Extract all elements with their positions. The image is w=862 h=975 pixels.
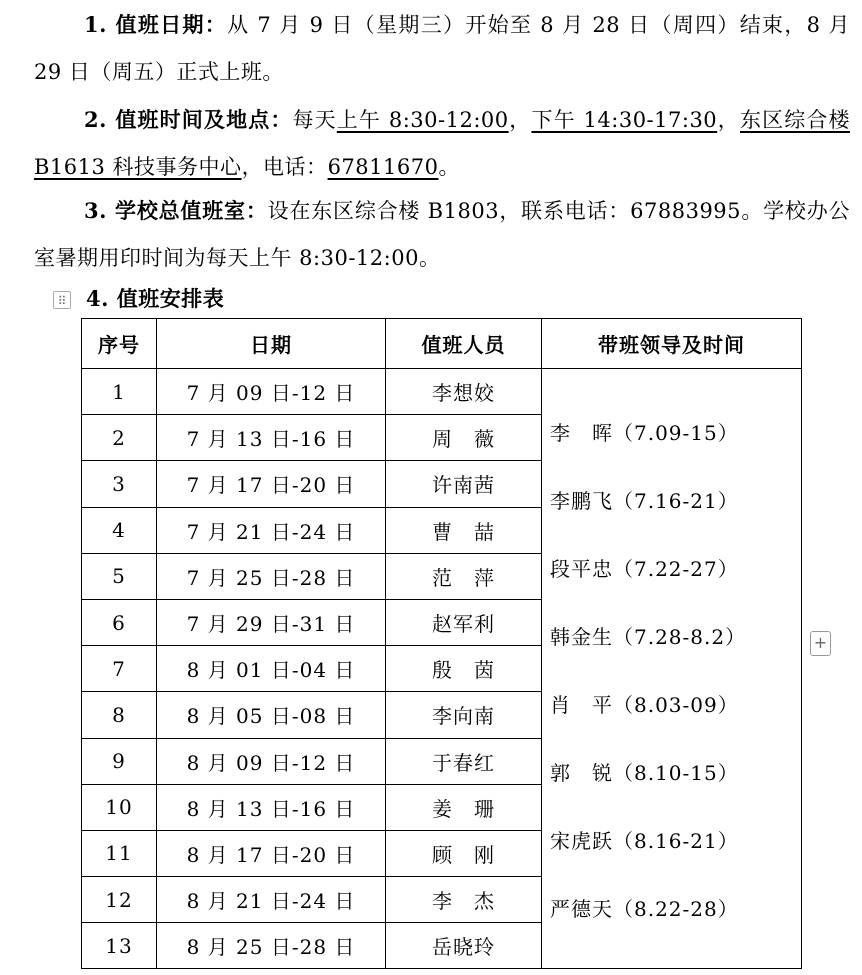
- cell-date: 8 月 13 日-16 日: [157, 784, 386, 830]
- header-no: 序号: [82, 319, 157, 369]
- cell-date: 7 月 25 日-28 日: [157, 553, 386, 599]
- duty-time-prefix: 每天: [292, 108, 337, 132]
- cell-staff: 李向南: [386, 692, 542, 738]
- move-handle-icon[interactable]: ⠿: [53, 291, 71, 309]
- main-duty-office-label: 3. 学校总值班室：: [84, 198, 268, 223]
- morning-hours: 上午 8:30-12:00: [336, 108, 509, 132]
- table-title: 4. 值班安排表: [86, 286, 225, 311]
- duty-dates-text: 从 7 月 9 日（星期三）开始至 8 月 28 日（周四）结束，8 月 29 日（周五）正式上班。: [34, 13, 850, 84]
- cell-no: 6: [82, 599, 157, 645]
- main-duty-office-text: 设在东区综合楼 B1803，联系电话：67883995。学校办公室暑期用印时间为每天上午 8:30-12:00。: [34, 199, 851, 270]
- cell-staff: 于春红: [386, 738, 542, 784]
- cell-date: 8 月 01 日-04 日: [157, 646, 386, 692]
- paragraph-duty-dates: [34, 1, 850, 96]
- cell-staff: 李 杰: [386, 877, 542, 923]
- leader-entry: 李鹏飞（7.16-21）: [550, 489, 739, 513]
- cell-date: 8 月 25 日-28 日: [157, 923, 386, 969]
- cell-staff: 曹 喆: [386, 507, 542, 553]
- cell-date: 8 月 09 日-12 日: [157, 738, 386, 784]
- cell-no: 7: [82, 646, 157, 692]
- duty-schedule-table: [81, 318, 802, 969]
- cell-staff: 赵军利: [386, 599, 542, 645]
- cell-date: 8 月 17 日-20 日: [157, 830, 386, 876]
- cell-no: 9: [82, 738, 157, 784]
- duty-place: 东区综合楼 B1613 科技事务中心: [34, 108, 851, 179]
- cell-staff: 姜 珊: [386, 784, 542, 830]
- cell-staff: 李想姣: [386, 369, 542, 415]
- cell-no: 11: [82, 830, 157, 876]
- table-header-row: [82, 319, 802, 369]
- cell-staff: 顾 刚: [386, 830, 542, 876]
- duty-time-label: 2. 值班时间及地点：: [84, 107, 293, 132]
- cell-date: 7 月 09 日-12 日: [157, 369, 386, 415]
- leader-entry: 李 晖（7.09-15）: [550, 421, 739, 445]
- header-date: 日期: [157, 319, 386, 369]
- afternoon-hours: 下午 14:30-17:30: [531, 108, 718, 132]
- cell-staff: 殷 茵: [386, 646, 542, 692]
- cell-staff: 范 萍: [386, 553, 542, 599]
- cell-no: 4: [82, 507, 157, 553]
- cell-no: 12: [82, 877, 157, 923]
- leader-entry: 肖 平（8.03-09）: [550, 693, 739, 717]
- cell-date: 8 月 21 日-24 日: [157, 877, 386, 923]
- duty-dates-label: 1. 值班日期：: [84, 12, 228, 37]
- cell-staff: 许南茜: [386, 461, 542, 507]
- cell-date: 8 月 05 日-08 日: [157, 692, 386, 738]
- plus-icon[interactable]: +: [810, 631, 831, 656]
- cell-date: 7 月 13 日-16 日: [157, 415, 386, 461]
- cell-no: 8: [82, 692, 157, 738]
- duty-telephone: 67811670: [327, 155, 439, 179]
- table-row: [82, 369, 802, 415]
- cell-date: 7 月 21 日-24 日: [157, 507, 386, 553]
- leader-entry: 韩金生（7.28-8.2）: [550, 625, 747, 649]
- leader-entry: 郭 锐（8.10-15）: [550, 761, 739, 785]
- tel-label: ，电话：: [241, 155, 328, 179]
- cell-staff: 周 薇: [386, 415, 542, 461]
- header-leaders: 带班领导及时间: [542, 319, 802, 369]
- leader-entry: 宋虎跃（8.16-21）: [550, 829, 739, 853]
- header-staff: 值班人员: [386, 319, 542, 369]
- cell-no: 10: [82, 784, 157, 830]
- cell-no: 13: [82, 923, 157, 969]
- leaders-cell: [542, 369, 802, 969]
- cell-no: 5: [82, 553, 157, 599]
- leader-entry: 段平忠（7.22-27）: [550, 557, 739, 581]
- sep-2: ，: [717, 108, 740, 132]
- paragraph-main-duty-office: [34, 187, 850, 282]
- cell-no: 1: [82, 369, 157, 415]
- leader-entry: 严德天（8.22-28）: [550, 897, 739, 921]
- cell-date: 7 月 29 日-31 日: [157, 599, 386, 645]
- cell-staff: 岳晓玲: [386, 923, 542, 969]
- cell-no: 2: [82, 415, 157, 461]
- para-end: 。: [438, 155, 460, 179]
- sep-1: ，: [508, 108, 532, 132]
- cell-date: 7 月 17 日-20 日: [157, 461, 386, 507]
- paragraph-duty-time-place: [34, 96, 850, 191]
- cell-no: 3: [82, 461, 157, 507]
